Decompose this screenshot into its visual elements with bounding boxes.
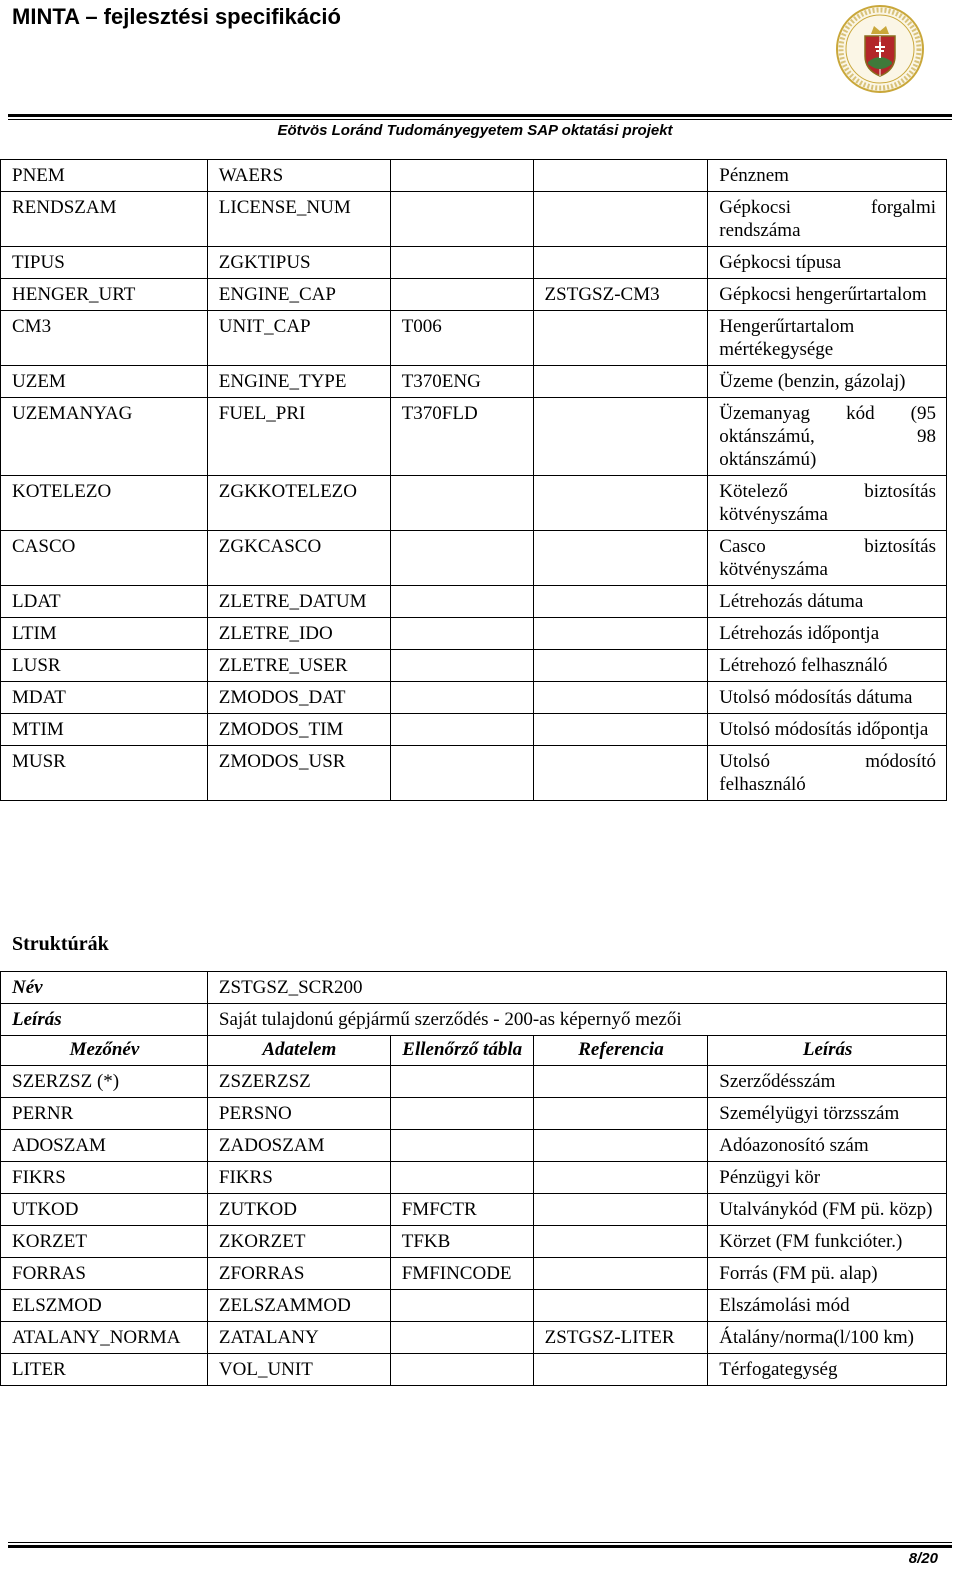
structure-header-row bbox=[1, 1036, 947, 1066]
table-cell: ZKORZET bbox=[207, 1226, 390, 1258]
table-cell bbox=[390, 160, 533, 192]
table-cell: Utolsó módosítás időpontja bbox=[708, 714, 947, 746]
table-cell: FORRAS bbox=[1, 1258, 208, 1290]
table-cell bbox=[533, 192, 708, 247]
table-cell: ENGINE_TYPE bbox=[207, 366, 390, 398]
table-row bbox=[1, 192, 947, 247]
document-title: MINTA – fejlesztési specifikáció bbox=[12, 4, 341, 29]
desc-value: Saját tulajdonú gépjármű szerződés - 200-as képernyő mezői bbox=[207, 1004, 946, 1036]
project-subtitle: Eötvös Loránd Tudományegyetem SAP oktatási projekt bbox=[277, 122, 673, 139]
table-cell: TFKB bbox=[390, 1226, 533, 1258]
header-rule-thin bbox=[8, 119, 952, 120]
table-row bbox=[1, 618, 947, 650]
table-cell bbox=[533, 160, 708, 192]
table-cell bbox=[533, 1258, 708, 1290]
page-number: 8/20 bbox=[908, 1550, 938, 1567]
table-cell bbox=[390, 586, 533, 618]
table-cell: Üzemanyag kód (95 oktánszámú, 98 oktánszámú) bbox=[708, 398, 947, 476]
table-cell: FUEL_PRI bbox=[207, 398, 390, 476]
table-cell: Utolsó módosítás dátuma bbox=[708, 682, 947, 714]
table-row bbox=[1, 247, 947, 279]
table-cell bbox=[533, 1098, 708, 1130]
table-cell: ZSZERZSZ bbox=[207, 1066, 390, 1098]
table-cell: T370FLD bbox=[390, 398, 533, 476]
table-cell bbox=[533, 1130, 708, 1162]
table-cell: ZGKCASCO bbox=[207, 531, 390, 586]
table-cell: ZMODOS_TIM bbox=[207, 714, 390, 746]
table-cell bbox=[533, 586, 708, 618]
table-cell bbox=[533, 1194, 708, 1226]
table-cell: ZELSZAMMOD bbox=[207, 1290, 390, 1322]
table-cell: Utalványkód (FM pü. közp) bbox=[708, 1194, 947, 1226]
table-cell: T370ENG bbox=[390, 366, 533, 398]
table-cell bbox=[390, 746, 533, 801]
table-row bbox=[1, 160, 947, 192]
table-cell: HENGER_URT bbox=[1, 279, 208, 311]
table-cell: ZLETRE_DATUM bbox=[207, 586, 390, 618]
table-row bbox=[1, 1290, 947, 1322]
table-cell: ZGKTIPUS bbox=[207, 247, 390, 279]
table-cell: ELSZMOD bbox=[1, 1290, 208, 1322]
table-cell: ZGKKOTELEZO bbox=[207, 476, 390, 531]
table-row bbox=[1, 1098, 947, 1130]
table-cell bbox=[390, 1290, 533, 1322]
table-cell: ZATALANY bbox=[207, 1322, 390, 1354]
table-cell bbox=[390, 1322, 533, 1354]
table-cell bbox=[533, 618, 708, 650]
table-cell bbox=[533, 476, 708, 531]
column-header: Ellenőrző tábla bbox=[390, 1036, 533, 1066]
table-cell: LTIM bbox=[1, 618, 208, 650]
table-row bbox=[1, 714, 947, 746]
table-cell bbox=[533, 714, 708, 746]
table-cell bbox=[533, 311, 708, 366]
table-row bbox=[1, 1162, 947, 1194]
university-seal-logo bbox=[835, 4, 925, 94]
table-cell bbox=[390, 247, 533, 279]
table-cell bbox=[533, 1162, 708, 1194]
table-cell: Adóazonosító szám bbox=[708, 1130, 947, 1162]
table-cell bbox=[390, 192, 533, 247]
fields-table bbox=[0, 159, 947, 801]
table-cell bbox=[390, 650, 533, 682]
table-cell: LDAT bbox=[1, 586, 208, 618]
table-cell: FMFCTR bbox=[390, 1194, 533, 1226]
table-row bbox=[1, 1354, 947, 1386]
table-cell bbox=[533, 1226, 708, 1258]
table-cell: Gépkocsi típusa bbox=[708, 247, 947, 279]
table-cell bbox=[390, 279, 533, 311]
table-cell bbox=[533, 366, 708, 398]
table-cell: Kötelező biztosítás kötvényszáma bbox=[708, 476, 947, 531]
table-cell: ZMODOS_USR bbox=[207, 746, 390, 801]
table-cell: Pénzügyi kör bbox=[708, 1162, 947, 1194]
footer-rule bbox=[8, 1545, 952, 1548]
table-cell bbox=[533, 531, 708, 586]
table-cell: UZEMANYAG bbox=[1, 398, 208, 476]
table-cell: ZUTKOD bbox=[207, 1194, 390, 1226]
table-cell bbox=[390, 682, 533, 714]
column-header: Mezőnév bbox=[1, 1036, 208, 1066]
table-row bbox=[1, 1258, 947, 1290]
table-cell: FMFINCODE bbox=[390, 1258, 533, 1290]
table-cell bbox=[533, 247, 708, 279]
table-cell bbox=[533, 1290, 708, 1322]
table-cell: UTKOD bbox=[1, 1194, 208, 1226]
desc-label: Leírás bbox=[1, 1004, 208, 1036]
table-cell: UZEM bbox=[1, 366, 208, 398]
table-cell bbox=[390, 476, 533, 531]
section-title-structures: Struktúrák bbox=[12, 933, 109, 955]
table-cell bbox=[390, 714, 533, 746]
table-cell: FIKRS bbox=[1, 1162, 208, 1194]
table-cell bbox=[390, 1066, 533, 1098]
table-cell bbox=[533, 1354, 708, 1386]
table-cell: ENGINE_CAP bbox=[207, 279, 390, 311]
table-row bbox=[1, 311, 947, 366]
table-cell: Üzeme (benzin, gázolaj) bbox=[708, 366, 947, 398]
table-row bbox=[1, 366, 947, 398]
table-cell bbox=[533, 650, 708, 682]
table-row bbox=[1, 398, 947, 476]
structure-desc-row bbox=[1, 1004, 947, 1036]
table-cell: Térfogategység bbox=[708, 1354, 947, 1386]
structure-name-row bbox=[1, 972, 947, 1004]
table-cell: RENDSZAM bbox=[1, 192, 208, 247]
table-cell: LUSR bbox=[1, 650, 208, 682]
table-cell bbox=[533, 746, 708, 801]
table-cell: PERNR bbox=[1, 1098, 208, 1130]
header-rule bbox=[8, 114, 952, 117]
table-cell: Pénznem bbox=[708, 160, 947, 192]
table-row bbox=[1, 531, 947, 586]
table-cell: ZADOSZAM bbox=[207, 1130, 390, 1162]
table-cell: ADOSZAM bbox=[1, 1130, 208, 1162]
table-cell: WAERS bbox=[207, 160, 390, 192]
table-cell: Hengerűrtartalom mértékegysége bbox=[708, 311, 947, 366]
table-row bbox=[1, 1130, 947, 1162]
table-row bbox=[1, 682, 947, 714]
table-cell: PNEM bbox=[1, 160, 208, 192]
table-cell: MDAT bbox=[1, 682, 208, 714]
table-cell: Gépkocsi forgalmi rendszáma bbox=[708, 192, 947, 247]
name-value: ZSTGSZ_SCR200 bbox=[207, 972, 946, 1004]
table-row bbox=[1, 1226, 947, 1258]
table-cell: Szerződésszám bbox=[708, 1066, 947, 1098]
table-cell: Elszámolási mód bbox=[708, 1290, 947, 1322]
table-cell: ZSTGSZ-CM3 bbox=[533, 279, 708, 311]
table-cell: LICENSE_NUM bbox=[207, 192, 390, 247]
table-cell bbox=[533, 398, 708, 476]
table-cell: ZMODOS_DAT bbox=[207, 682, 390, 714]
table-row bbox=[1, 586, 947, 618]
table-cell: ZSTGSZ-LITER bbox=[533, 1322, 708, 1354]
table-row bbox=[1, 1066, 947, 1098]
column-header: Referencia bbox=[533, 1036, 708, 1066]
table-cell: SZERZSZ (*) bbox=[1, 1066, 208, 1098]
table-cell: Létrehozó felhasználó bbox=[708, 650, 947, 682]
table-cell bbox=[533, 1066, 708, 1098]
table-cell: TIPUS bbox=[1, 247, 208, 279]
table-cell bbox=[390, 1098, 533, 1130]
structure-table bbox=[0, 971, 947, 1386]
table-row bbox=[1, 650, 947, 682]
table-cell: LITER bbox=[1, 1354, 208, 1386]
table-cell: Létrehozás dátuma bbox=[708, 586, 947, 618]
table-cell: Forrás (FM pü. alap) bbox=[708, 1258, 947, 1290]
table-row bbox=[1, 1194, 947, 1226]
name-label: Név bbox=[1, 972, 208, 1004]
table-cell: Gépkocsi hengerűrtartalom bbox=[708, 279, 947, 311]
table-row bbox=[1, 476, 947, 531]
table-cell: VOL_UNIT bbox=[207, 1354, 390, 1386]
table-cell: PERSNO bbox=[207, 1098, 390, 1130]
table-cell bbox=[390, 1162, 533, 1194]
table-cell bbox=[390, 531, 533, 586]
table-cell: Átalány/norma(l/100 km) bbox=[708, 1322, 947, 1354]
column-header: Leírás bbox=[708, 1036, 947, 1066]
table-cell: KOTELEZO bbox=[1, 476, 208, 531]
table-cell bbox=[533, 682, 708, 714]
table-cell: Körzet (FM funkcióter.) bbox=[708, 1226, 947, 1258]
table-row bbox=[1, 746, 947, 801]
table-cell bbox=[390, 1354, 533, 1386]
table-cell: Utolsó módosító felhasználó bbox=[708, 746, 947, 801]
table-cell: ZFORRAS bbox=[207, 1258, 390, 1290]
table-cell: T006 bbox=[390, 311, 533, 366]
table-cell bbox=[390, 618, 533, 650]
table-cell: UNIT_CAP bbox=[207, 311, 390, 366]
table-row bbox=[1, 279, 947, 311]
table-cell: KORZET bbox=[1, 1226, 208, 1258]
column-header: Adatelem bbox=[207, 1036, 390, 1066]
table-cell: Létrehozás időpontja bbox=[708, 618, 947, 650]
table-cell: CM3 bbox=[1, 311, 208, 366]
table-cell: CASCO bbox=[1, 531, 208, 586]
table-cell: ZLETRE_IDO bbox=[207, 618, 390, 650]
table-cell: FIKRS bbox=[207, 1162, 390, 1194]
table-cell: MUSR bbox=[1, 746, 208, 801]
table-cell: Személyügyi törzsszám bbox=[708, 1098, 947, 1130]
table-cell: MTIM bbox=[1, 714, 208, 746]
table-row bbox=[1, 1322, 947, 1354]
table-cell bbox=[390, 1130, 533, 1162]
footer-rule-thin bbox=[8, 1542, 952, 1543]
table-cell: ATALANY_NORMA bbox=[1, 1322, 208, 1354]
table-cell: ZLETRE_USER bbox=[207, 650, 390, 682]
table-cell: Casco biztosítás kötvényszáma bbox=[708, 531, 947, 586]
